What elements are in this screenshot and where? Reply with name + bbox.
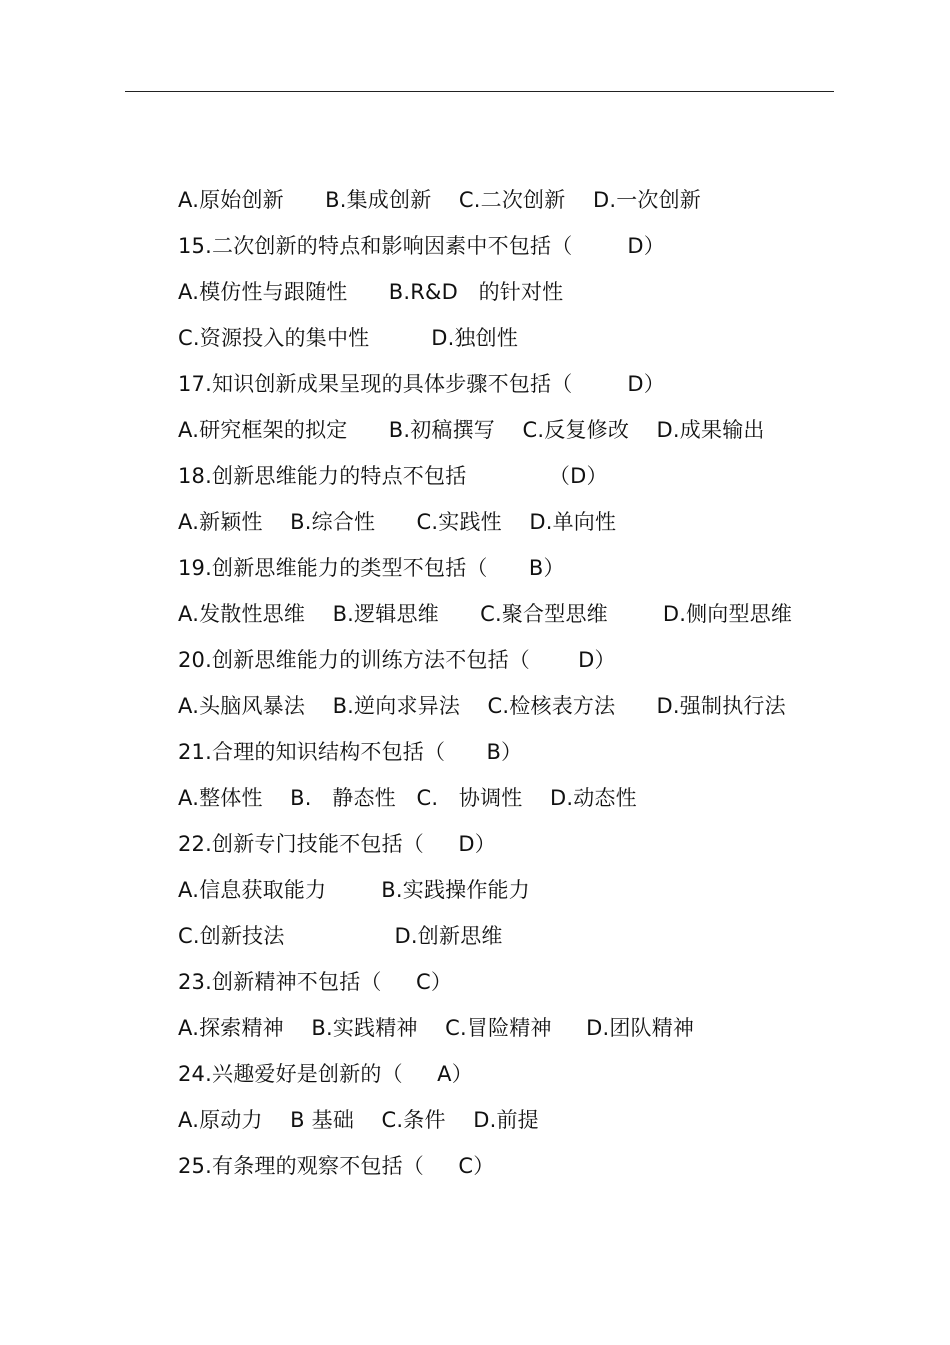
question-24: 24.兴趣爱好是创新的（ A） — [178, 1062, 473, 1086]
options-line: A.新颖性 B.综合性 C.实践性 D.单向性 — [178, 510, 617, 534]
options-line: A.头脑风暴法 B.逆向求异法 C.检核表方法 D.强制执行法 — [178, 694, 786, 718]
options-line: A.探索精神 B.实践精神 C.冒险精神 D.团队精神 — [178, 1016, 695, 1040]
question-23: 23.创新精神不包括（ C） — [178, 970, 453, 994]
question-25: 25.有条理的观察不包括（ C） — [178, 1154, 495, 1178]
question-18: 18.创新思维能力的特点不包括 （D） — [178, 464, 608, 488]
question-22: 22.创新专门技能不包括（ D） — [178, 832, 496, 856]
options-line: A.研究框架的拟定 B.初稿撰写 C.反复修改 D.成果输出 — [178, 418, 765, 442]
options-line: A.发散性思维 B.逻辑思维 C.聚合型思维 D.侧向型思维 — [178, 602, 793, 626]
options-line: A.原始创新 B.集成创新 C.二次创新 D.一次创新 — [178, 188, 701, 212]
question-15: 15.二次创新的特点和影响因素中不包括（ D） — [178, 234, 665, 258]
options-line: A.整体性 B. 静态性 C. 协调性 D.动态性 — [178, 786, 637, 810]
options-line: A.模仿性与跟随性 B.R&D 的针对性 — [178, 280, 564, 304]
question-17: 17.知识创新成果呈现的具体步骤不包括（ D） — [178, 372, 665, 396]
options-line: C.资源投入的集中性 D.独创性 — [178, 326, 519, 350]
question-list — [178, 182, 878, 1194]
options-line: A.信息获取能力 B.实践操作能力 — [178, 878, 530, 902]
question-20: 20.创新思维能力的训练方法不包括（ D） — [178, 648, 616, 672]
question-21: 21.合理的知识结构不包括（ B） — [178, 740, 523, 764]
options-line: A.原动力 B 基础 C.条件 D.前提 — [178, 1108, 539, 1132]
options-line: C.创新技法 D.创新思维 — [178, 924, 503, 948]
question-19: 19.创新思维能力的类型不包括（ B） — [178, 556, 565, 580]
header-rule — [125, 91, 834, 92]
